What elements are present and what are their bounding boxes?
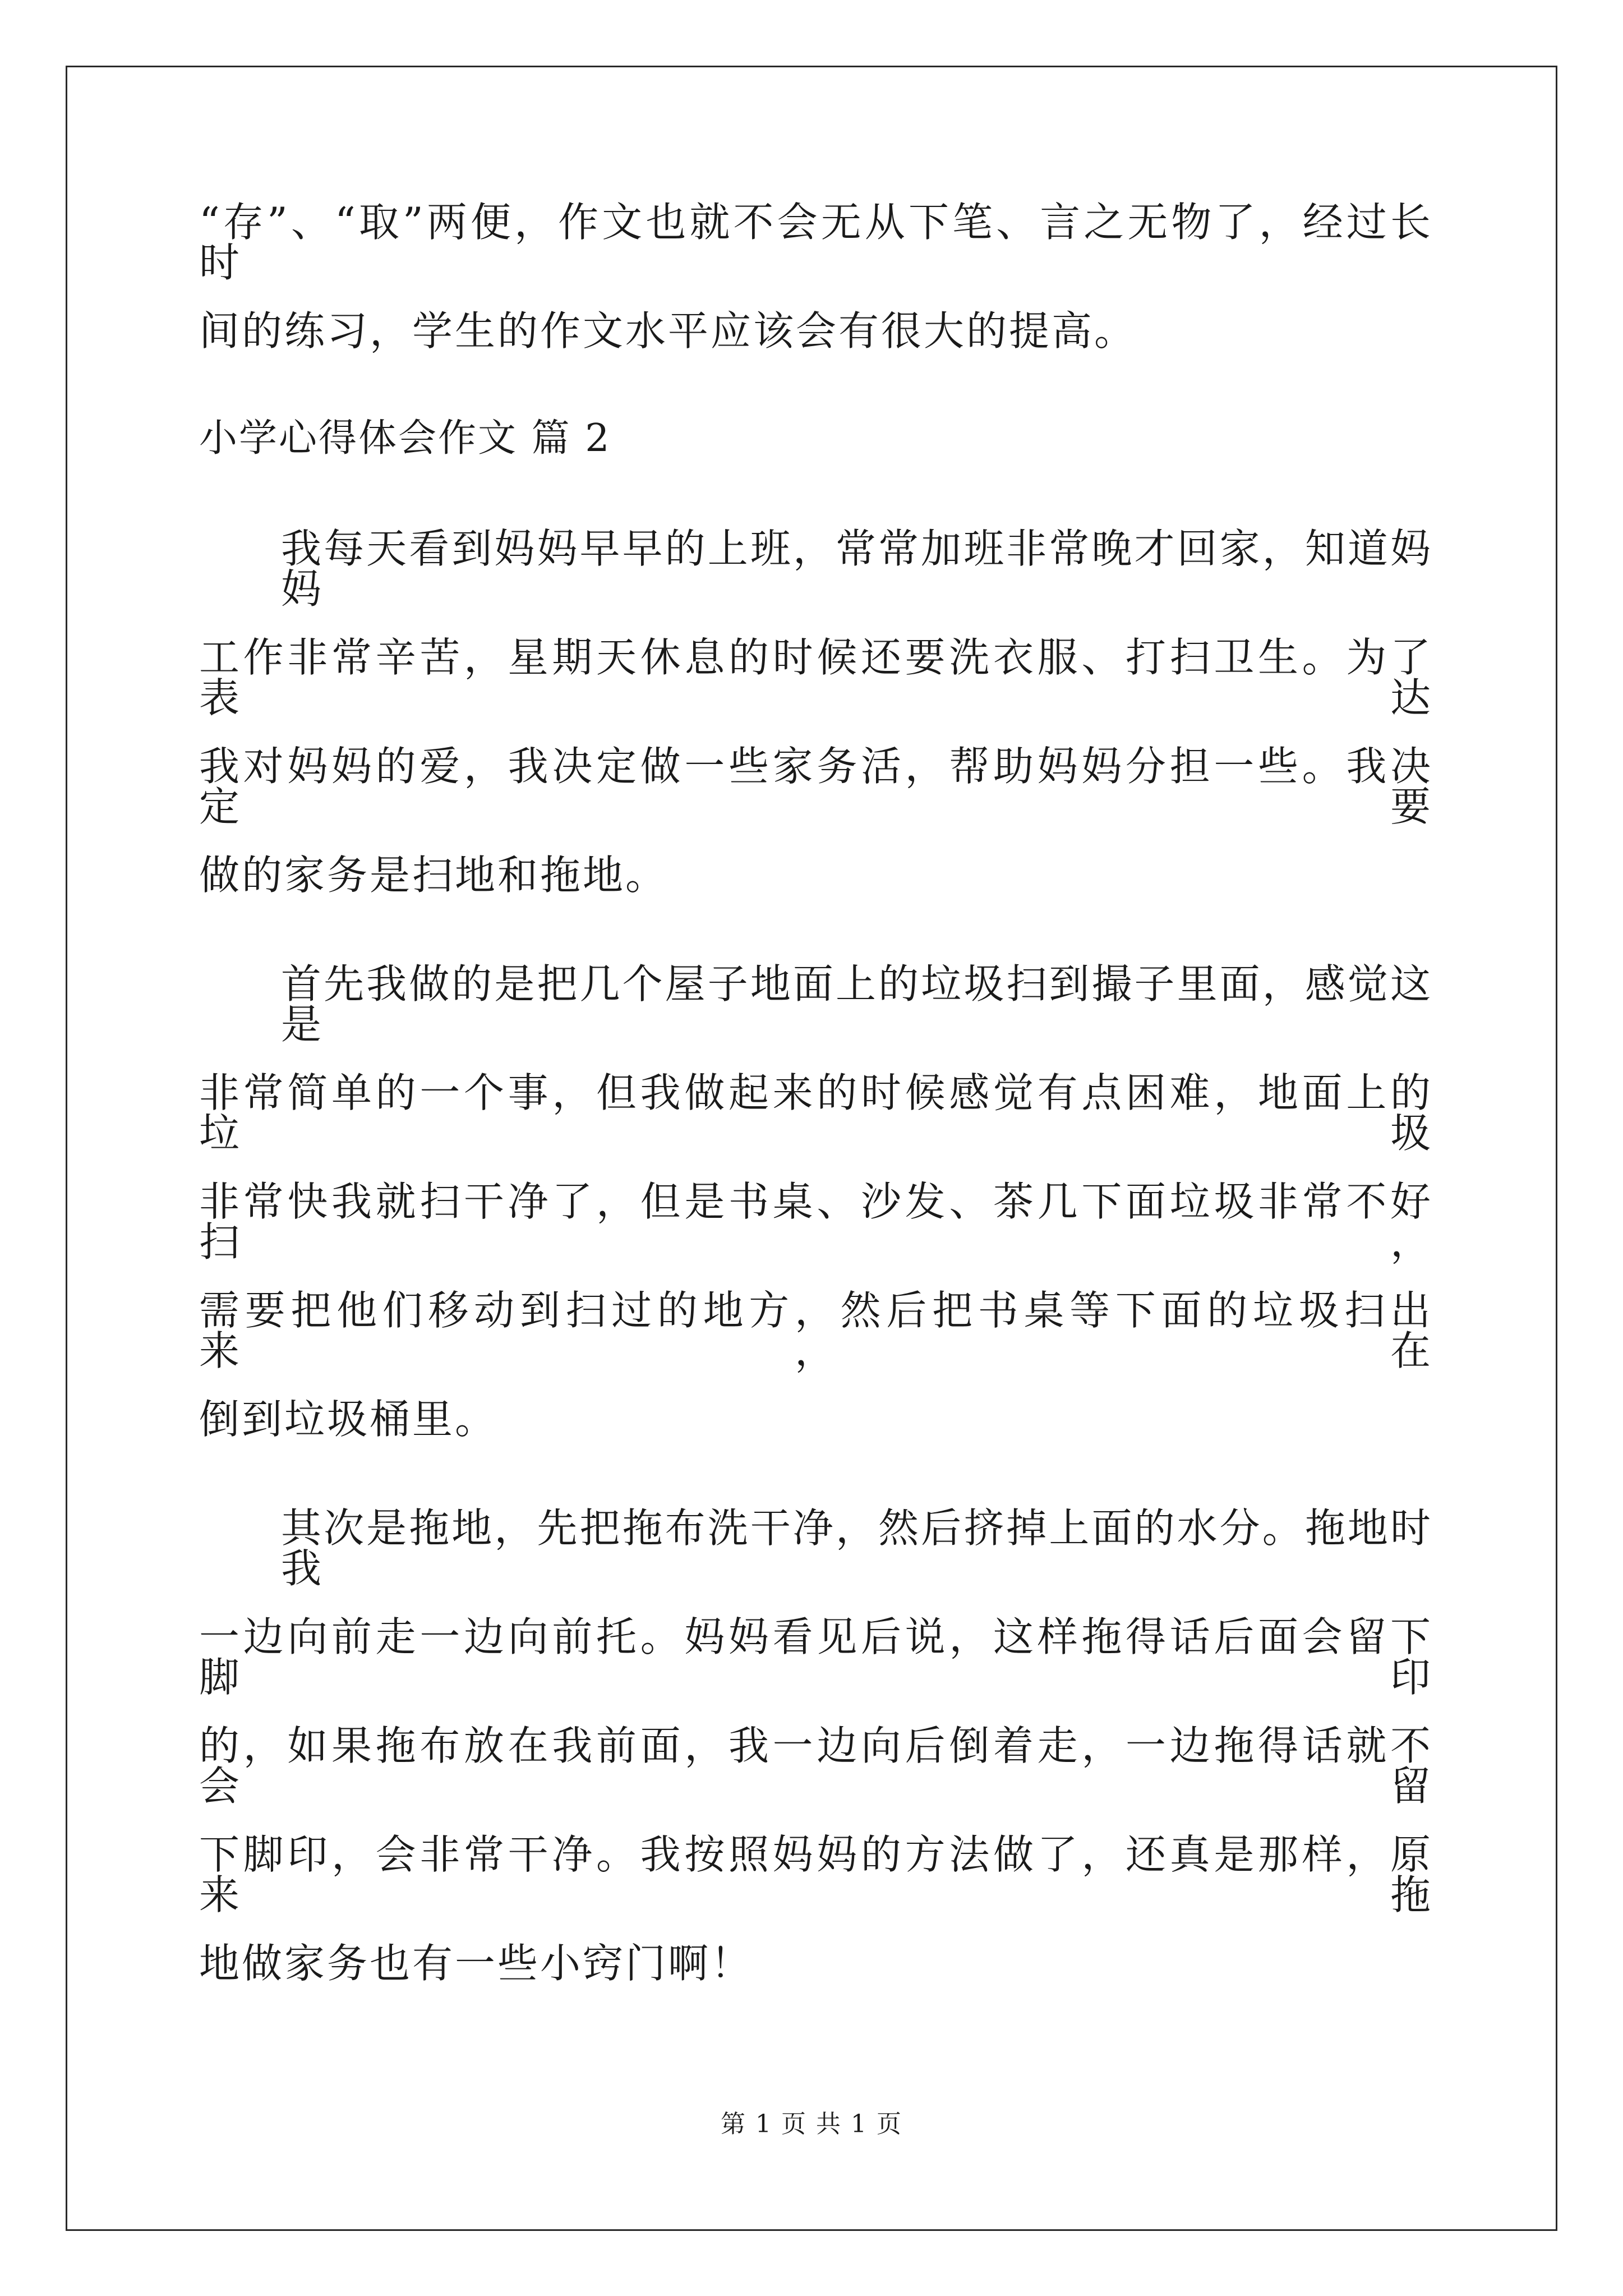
body-line: 我对妈妈的爱，我决定做一些家务活，帮助妈妈分担一些。我决定要 [199, 743, 1433, 830]
body-line: 非常简单的一个事，但我做起来的时候感觉有点困难，地面上的垃圾 [199, 1069, 1433, 1157]
body-line: 间的练习，学生的作文水平应该会有很大的提高。 [199, 307, 1137, 355]
body-line: 下脚印，会非常干净。我按照妈妈的方法做了，还真是那样，原来拖 [199, 1831, 1433, 1918]
body-line: “存”、“取”两便，作文也就不会无从下笔、言之无物了，经过长时 [199, 199, 1433, 286]
body-line: 一边向前走一边向前托。妈妈看见后说，这样拖得话后面会留下脚印 [199, 1613, 1433, 1701]
body-line: 首先我做的是把几个屋子地面上的垃圾扫到撮子里面，感觉这是 [281, 960, 1433, 1048]
page-footer: 第 1 页 共 1 页 [721, 2110, 902, 2138]
body-line: 工作非常辛苦，星期天休息的时候还要洗衣服、打扫卫生。为了表达 [199, 634, 1433, 721]
body-line: 地做家务也有一些小窍门啊！ [199, 1940, 754, 1987]
body-line: 其次是拖地，先把拖布洗干净，然后挤掉上面的水分。拖地时我 [281, 1504, 1433, 1592]
body-line: 非常快我就扫干净了，但是书桌、沙发、茶几下面垃圾非常不好扫， [199, 1178, 1433, 1266]
section-heading: 小学心得体会作文 篇 2 [199, 416, 611, 461]
body-line: 做的家务是扫地和拖地。 [199, 852, 668, 899]
document-body [199, 199, 1433, 2052]
body-line: 倒到垃圾桶里。 [199, 1396, 498, 1443]
body-line: 我每天看到妈妈早早的上班，常常加班非常晚才回家，知道妈妈 [281, 525, 1433, 613]
body-line: 需要把他们移动到扫过的地方，然后把书桌等下面的垃圾扫出来，在 [199, 1287, 1433, 1374]
body-line: 的，如果拖布放在我前面，我一边向后倒着走，一边拖得话就不会留 [199, 1722, 1433, 1810]
